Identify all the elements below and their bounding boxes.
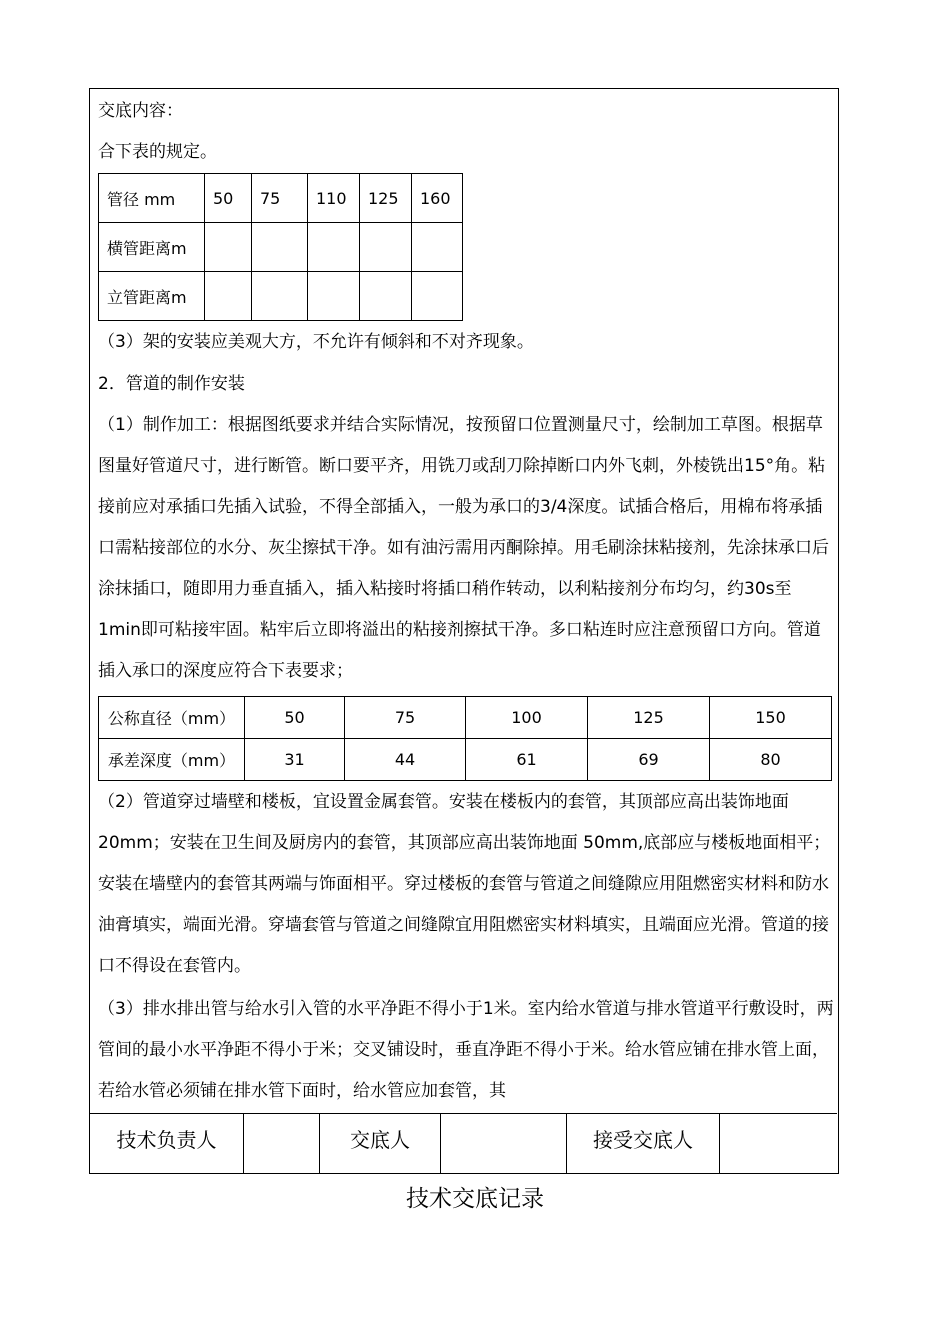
table-cell: 61 [466,739,588,781]
fabrication-paragraph: （1）制作加工：根据图纸要求并结合实际情况，按预留口位置测量尺寸，绘制加工草图。根据草图量好管道尺寸，进行断管。断口要平齐，用铣刀或刮刀除掉断口内外飞刺，外棱铣出15°角。粘接前应对承插口先插入试验，不得全部插入，一般为承口的3/4深度。试插合格后，用棉布将承插口需粘接部位的水分、灰尘擦拭干净。如有油污需用丙酮除掉。用毛刷涂抹粘接剂，先涂抹承口后涂抹插口，随即用力垂直插入，插入粘接时将插口稍作转动，以利粘接剂分布均匀，约30s至1min即可粘接牢固。粘牢后立即将溢出的粘接剂擦拭干净。多口粘连时应注意预留口方向。管道插入承口的深度应符合下表要求； [98,415,829,681]
table-cell: 横管距离m [99,223,205,272]
table-cell [412,272,463,321]
table-cell [205,272,252,321]
insertion-depth-table [98,696,832,781]
table-cell: 69 [588,739,710,781]
table-cell: 110 [308,174,360,223]
table-cell: 160 [412,174,463,223]
table-cell [252,223,308,272]
intro-text: 合下表的规定。 [98,142,217,162]
tech-lead-signature-field[interactable] [244,1114,320,1174]
discloser-label: 交底人 [320,1114,441,1174]
sleeve-paragraph: （2）管道穿过墙壁和楼板，宜设置金属套管。安装在楼板内的套管，其顶部应高出装饰地面 20mm；安装在卫生间及厨房内的套管，其顶部应高出装饰地面 50mm,底部应与楼板地面相平；安装在墙壁内的套管其两端与饰面相平。穿过楼板的套管与管道之间缝隙应用阻燃密实材料和防水油膏填实，端面光滑。穿墙套管与管道之间缝隙宜用阻燃密实材料填实，且端面应光滑。管道的接口不得设在套管内。 [98,792,831,976]
table-cell [308,272,360,321]
table-cell [205,223,252,272]
table-cell: 75 [252,174,308,223]
table-cell: 承差深度（mm） [99,739,245,781]
discloser-signature-field[interactable] [441,1114,567,1174]
table-row [99,697,832,739]
table-cell: 75 [345,697,466,739]
receiver-label: 接受交底人 [567,1114,720,1174]
content-label: 交底内容： [98,101,183,121]
receiver-signature-field[interactable] [720,1114,837,1174]
table-row [99,272,463,321]
disclosure-record-frame [89,88,839,1174]
table-cell [308,223,360,272]
document-title: 技术交底记录 [406,1186,544,1212]
section-heading: 2．管道的制作安装 [98,374,245,394]
support-spacing-table [98,173,463,321]
table-cell [252,272,308,321]
spacing-paragraph: （3）排水排出管与给水引入管的水平净距不得小于1米。室内给水管道与排水管道平行敷设时，两管间的最小水平净距不得小于米；交叉铺设时，垂直净距不得小于米。给水管应铺在排水管上面，若给水管必须铺在排水管下面时，给水管应加套管，其 [98,999,834,1101]
table-cell: 100 [466,697,588,739]
table-cell: 立管距离m [99,272,205,321]
signature-row [90,1113,837,1174]
table-cell [412,223,463,272]
table-cell: 公称直径（mm） [99,697,245,739]
table-row [99,739,832,781]
table-cell: 125 [588,697,710,739]
table-cell: 150 [710,697,832,739]
table-cell [360,223,412,272]
table-row [99,174,463,223]
table-cell: 44 [345,739,466,781]
table-cell: 31 [245,739,345,781]
table-cell: 50 [205,174,252,223]
table-cell: 50 [245,697,345,739]
table-cell: 80 [710,739,832,781]
table-cell: 管径 mm [99,174,205,223]
tech-lead-label: 技术负责人 [90,1114,244,1174]
table-row [99,223,463,272]
table-cell: 125 [360,174,412,223]
table-cell [360,272,412,321]
bracket-install-note: （3）架的安装应美观大方，不允许有倾斜和不对齐现象。 [98,332,534,352]
